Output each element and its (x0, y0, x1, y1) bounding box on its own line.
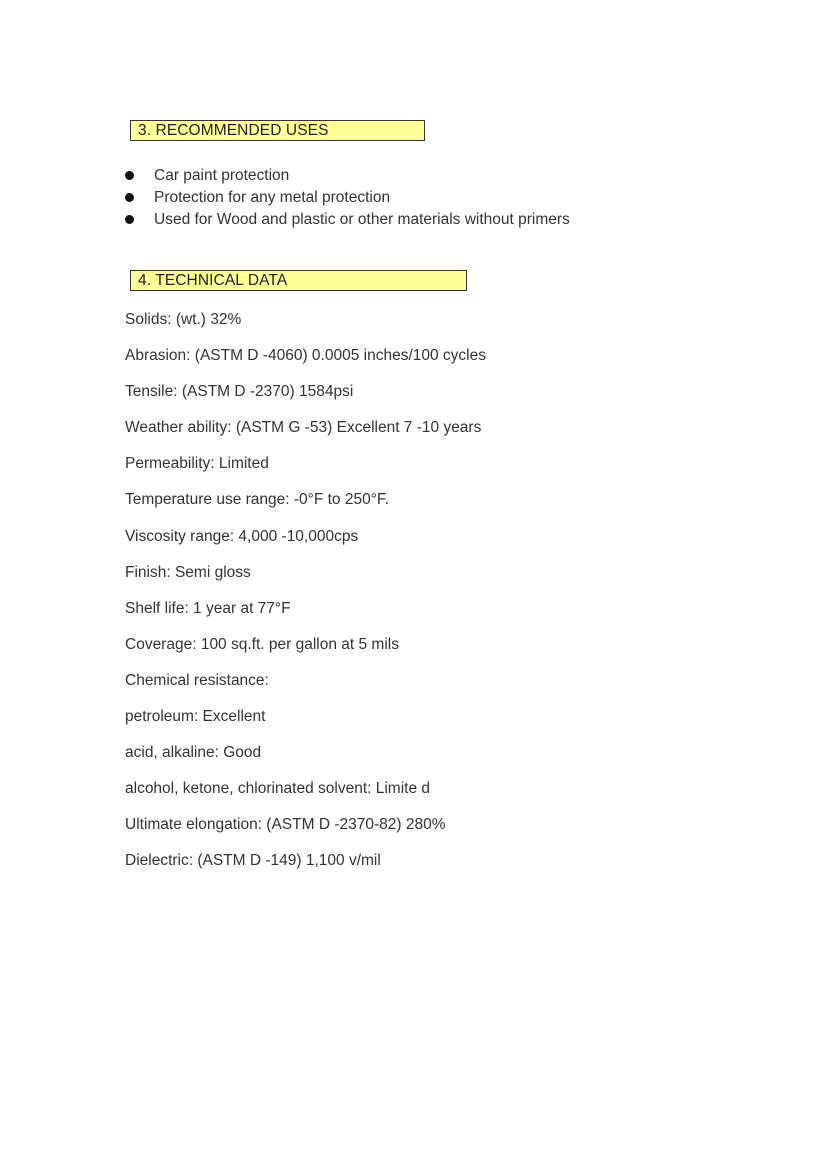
bullet-icon (125, 215, 134, 224)
tech-data-viscosity-range: Viscosity range: 4,000 -10,000cps (125, 527, 359, 545)
tech-data-alcohol-ketone: alcohol, ketone, chlorinated solvent: Limite d (125, 780, 431, 798)
tech-data-temperature-range: Temperature use range: -0°F to 250°F. (125, 491, 389, 509)
tech-data-coverage: Coverage: 100 sq.ft. per gallon at 5 mils (125, 635, 399, 653)
bullet-icon (125, 193, 134, 202)
list-item (124, 165, 570, 187)
tech-data-petroleum: petroleum: Excellent (125, 708, 266, 726)
tech-data-finish: Finish: Semi gloss (125, 563, 251, 581)
tech-data-solids: Solids: (wt.) 32% (125, 311, 242, 328)
tech-data-acid-alkaline: acid, alkaline: Good (125, 744, 262, 762)
technical-data-heading: 4. TECHNICAL DATA (130, 270, 467, 291)
tech-data-dielectric: Dielectric: (ASTM D -149) 1,100 v/mil (125, 852, 381, 870)
tech-data-shelf-life: Shelf life: 1 year at 77°F (125, 599, 291, 617)
tech-data-ultimate-elongation: Ultimate elongation: (ASTM D -2370-82) 280% (125, 816, 446, 834)
tech-data-tensile: Tensile: (ASTM D -2370) 1584psi (125, 383, 354, 401)
list-item (124, 187, 570, 209)
tech-data-abrasion: Abrasion: (ASTM D -4060) 0.0005 inches/100 cycles (125, 347, 486, 365)
technical-data-list (125, 309, 486, 887)
list-item-text: Used for Wood and plastic or other materials without primers (154, 211, 570, 228)
tech-data-permeability: Permeability: Limited (125, 455, 269, 473)
tech-data-weather-ability: Weather ability: (ASTM G -53) Excellent 7 -10 years (125, 419, 482, 437)
bullet-icon (125, 171, 134, 180)
list-item-text: Car paint protection (154, 167, 290, 184)
list-item (124, 209, 570, 231)
recommended-uses-list (124, 165, 570, 231)
list-item-text: Protection for any metal protection (154, 189, 391, 206)
tech-data-chemical-resistance: Chemical resistance: (125, 671, 269, 689)
recommended-uses-heading: 3. RECOMMENDED USES (130, 120, 425, 141)
